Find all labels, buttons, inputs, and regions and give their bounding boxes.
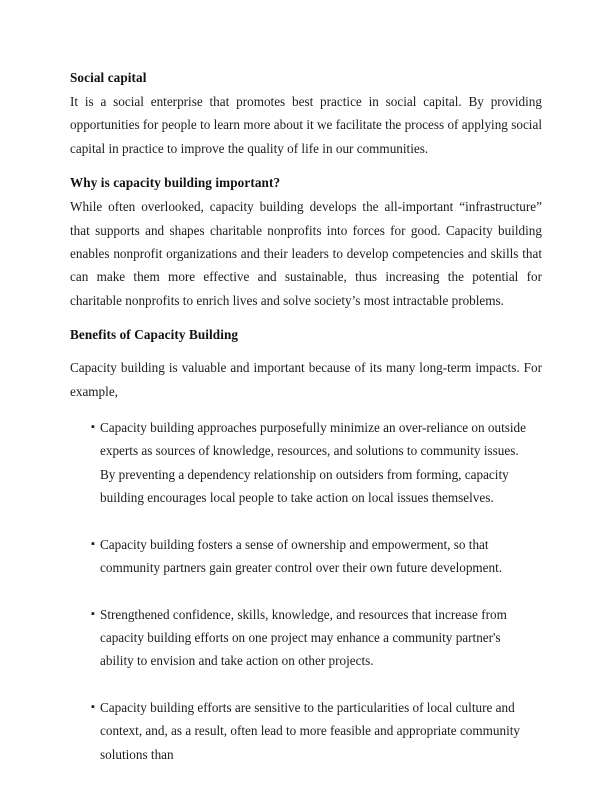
section-heading-benefits: Benefits of Capacity Building [70,327,239,343]
list-item-text: Capacity building efforts are sensitive to the particularities of local culture and context, and, as a result, often lead to more feasible and appropriate community solutions than [100,699,521,762]
benefits-bullet-list [70,416,530,766]
list-item [70,603,530,673]
section-paragraph-why-capacity-building: While often overlooked, capacity building develops the all-important “infrastructure” that supports and shapes charitable nonprofits into forces for good. Capacity building enables nonprofit organizations and their leaders to develop competencies and skills that can make them more effective and sustainable, thus increasing the potential for charitable nonprofits to enrich lives and solve society’s most intractable problems. [70,199,542,308]
section-paragraph-social-capital: It is a social enterprise that promotes best practice in social capital. By providing opportunities for people to learn more about it we facilitate the process of applying social capital in practice to improve the quality of life in our communities. [70,94,542,156]
spacer [70,160,542,171]
list-item [70,533,530,580]
section-heading-social-capital: Social capital [70,70,147,85]
bullet-marker-icon: ▪ [91,537,95,550]
list-item [70,416,530,510]
section-heading-why-capacity-building: Why is capacity building important? [70,175,281,191]
bullet-marker-icon: ▪ [91,421,95,434]
document-body [70,66,542,766]
list-item-text: Capacity building approaches purposefully minimize an over-reliance on outside experts as sources of knowledge, resources, and solutions to community issues. By preventing a dependency relationship on outsiders from forming, capacity building encourages local people to take action on local issues themselves. [100,420,526,506]
spacer [70,312,542,323]
spacer [70,403,542,416]
bullet-marker-icon: ▪ [91,607,95,620]
section-paragraph-benefits: Capacity building is valuable and important because of its many long-term impacts. For example, [70,360,542,399]
list-item [70,696,530,766]
list-item-text: Capacity building fosters a sense of ownership and empowerment, so that community partners gain greater control over their own future development. [100,536,503,576]
bullet-marker-icon: ▪ [91,700,95,713]
spacer [70,347,542,356]
list-item-text: Strengthened confidence, skills, knowledge, and resources that increase from capacity building efforts on one project may enhance a community partner's ability to envision and take action on other projects. [100,606,507,669]
